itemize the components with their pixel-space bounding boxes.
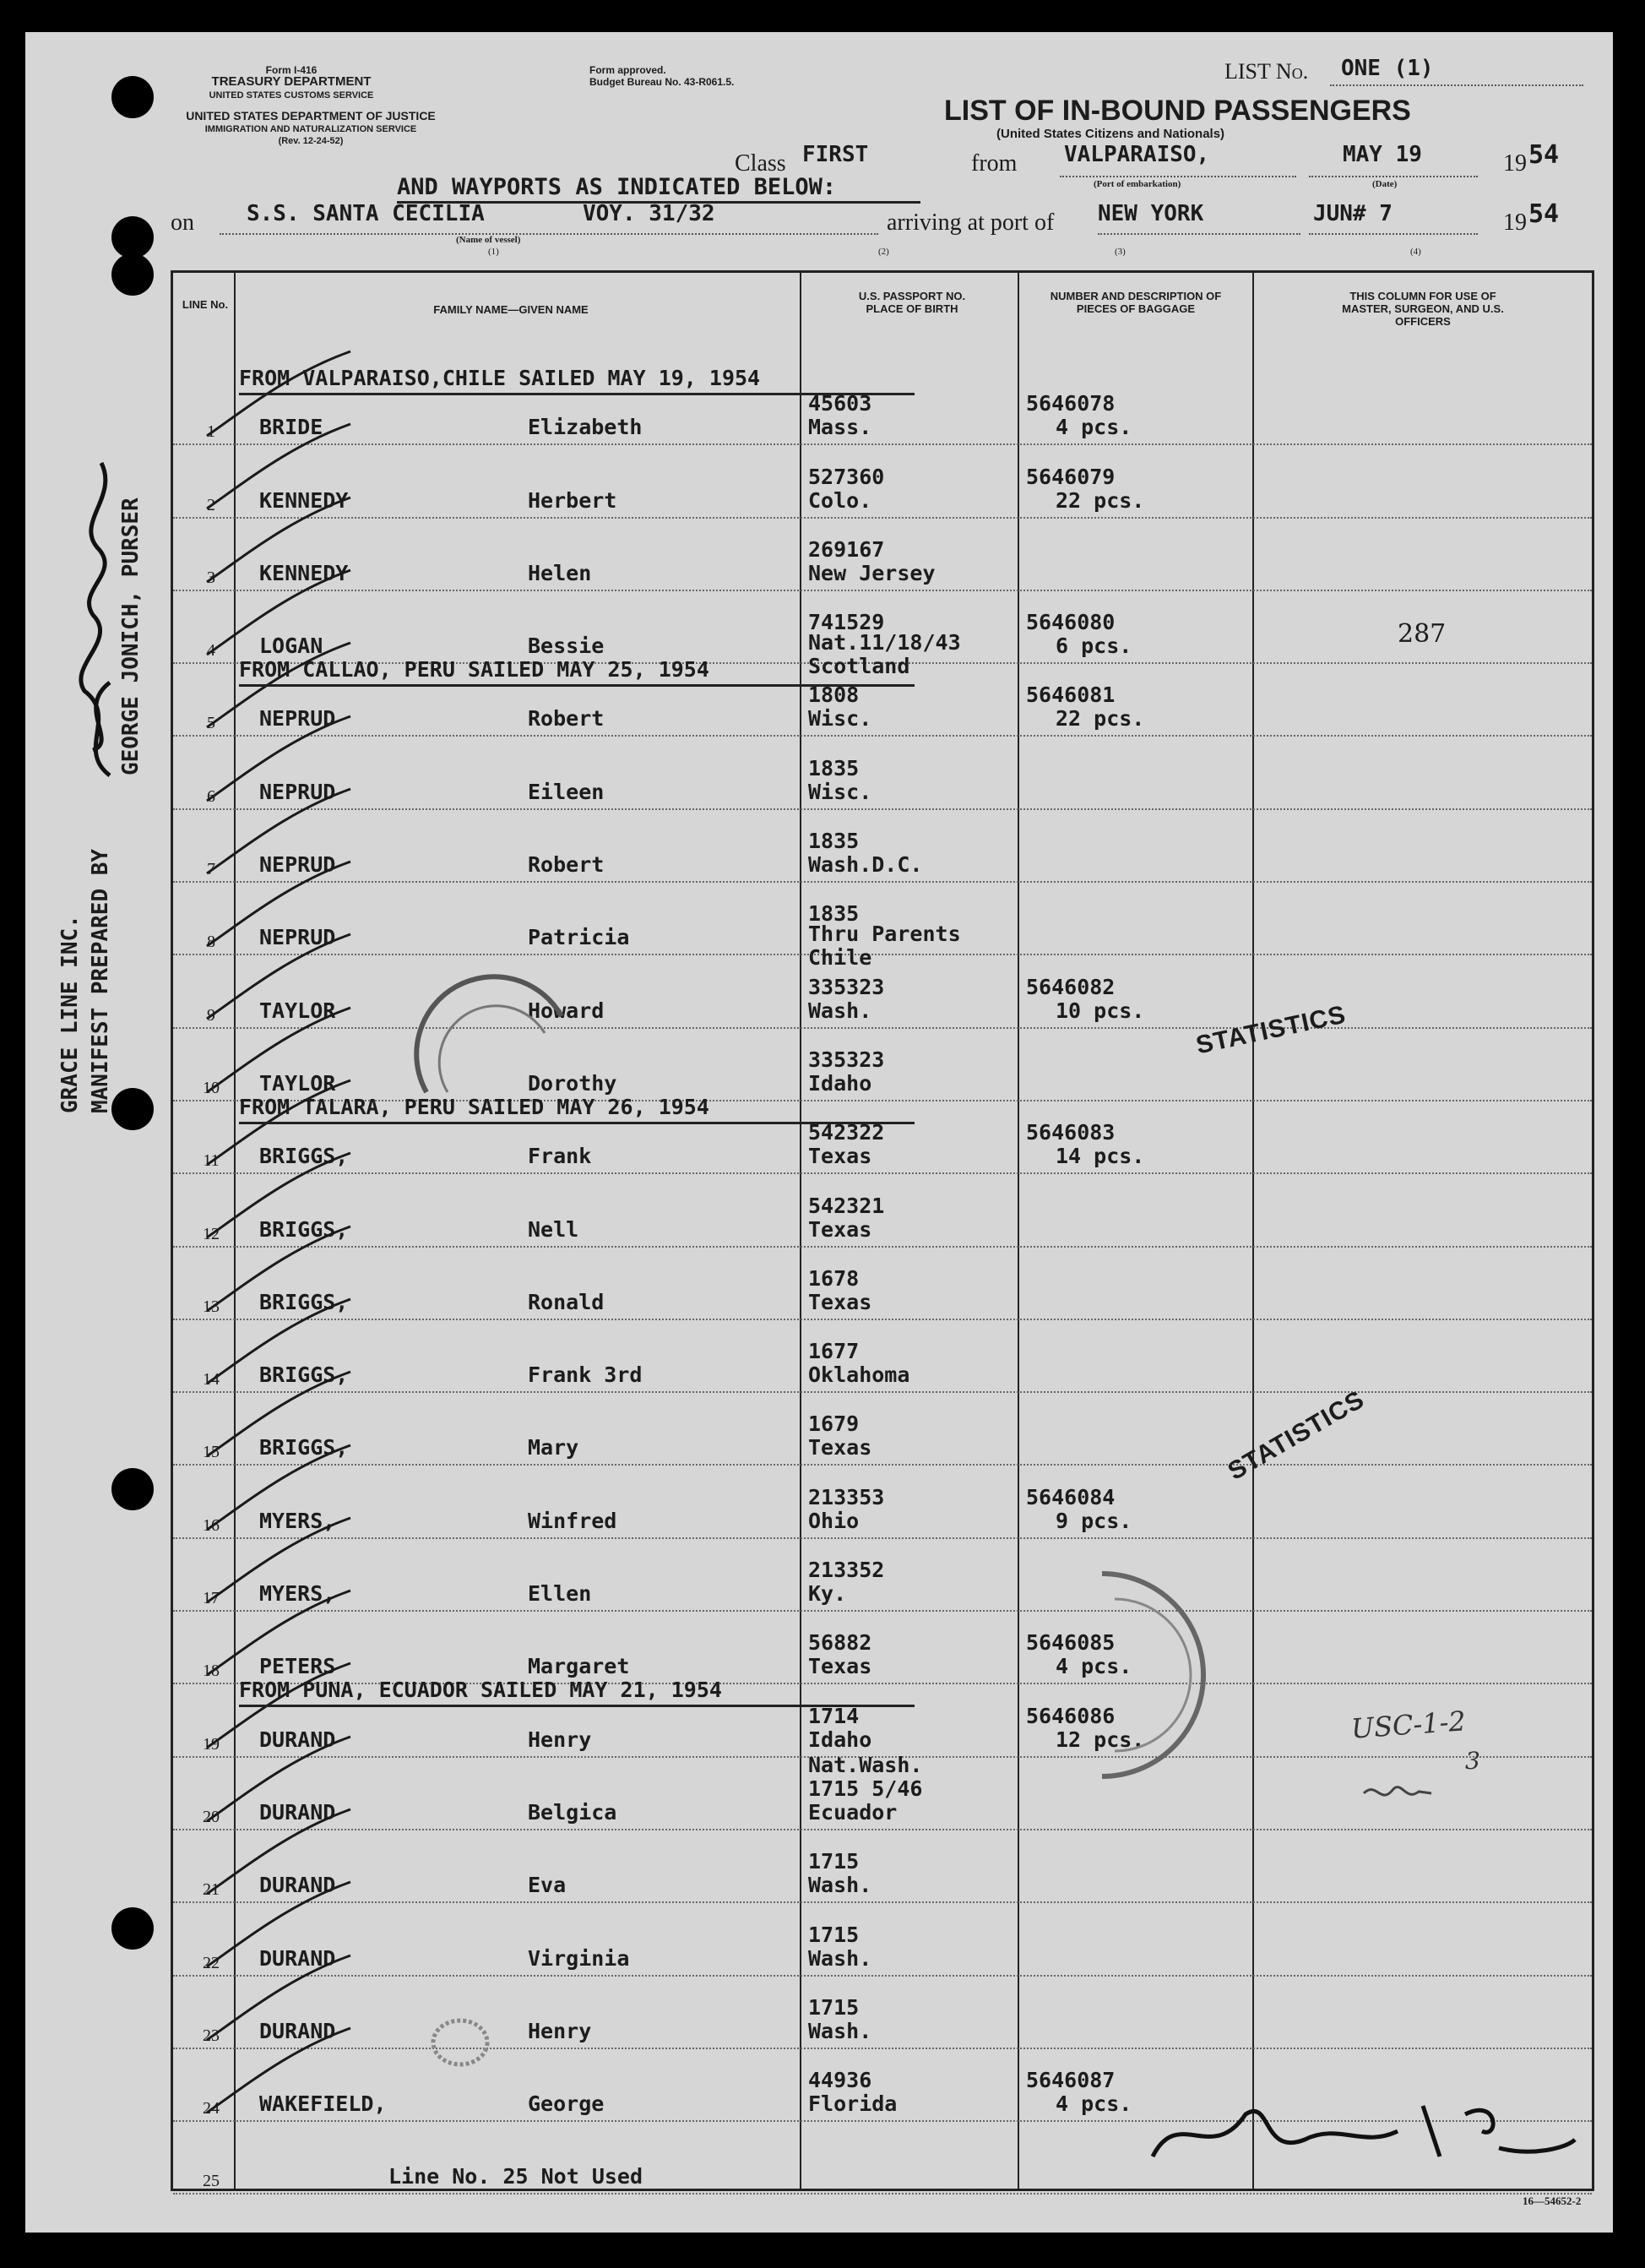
table-row xyxy=(173,1830,1592,1903)
binder-hole xyxy=(111,76,154,118)
vessel-name: S.S. SANTA CECILIA xyxy=(247,201,485,226)
passport-number: 527360 xyxy=(808,464,885,489)
passport-number: 335323 xyxy=(808,974,885,999)
passport-number: 213352 xyxy=(808,1558,885,1583)
family-name: NEPRUD xyxy=(259,706,336,732)
line-number: 13 xyxy=(203,1297,220,1316)
line-number: 6 xyxy=(207,786,215,806)
dept-justice-seal xyxy=(410,965,570,1101)
round-stamp xyxy=(426,2013,494,2072)
binder-hole xyxy=(111,253,154,296)
passenger-table xyxy=(171,270,1594,2191)
line-number: 21 xyxy=(203,1880,220,1900)
section-heading: FROM TALARA, PERU SAILED MAY 26, 1954 xyxy=(239,1095,709,1119)
line-number: 4 xyxy=(207,641,215,661)
passport-number: 542322 xyxy=(808,1120,885,1145)
passport-number: 542321 xyxy=(808,1193,885,1218)
form-code: 16—54652-2 xyxy=(1523,2195,1582,2207)
place-of-birth: Oklahoma xyxy=(808,1362,910,1388)
passport-number: 1677 xyxy=(808,1339,860,1364)
col-header-name: FAMILY NAME—GIVEN NAME xyxy=(433,303,589,316)
line-number: 8 xyxy=(207,933,215,952)
naturalization-note: Thru Parents xyxy=(808,922,961,947)
ins-service: IMMIGRATION AND NATURALIZATION SERVICE xyxy=(204,124,417,134)
line-number: 18 xyxy=(203,1662,220,1681)
budget-bureau: Budget Bureau No. 43-R061.5. xyxy=(589,76,735,88)
place-of-birth: Wash. xyxy=(808,1873,872,1898)
line-number: 5 xyxy=(207,714,215,733)
class-value: FIRST xyxy=(802,142,869,167)
family-name: TAYLOR xyxy=(259,1070,336,1096)
page-subtitle: (United States Citizens and Nationals) xyxy=(996,127,1225,141)
line-number: 15 xyxy=(203,1443,220,1462)
place-of-birth: Ky. xyxy=(808,1581,847,1607)
family-name: DURAND xyxy=(259,1799,336,1825)
baggage-pieces: 12 pcs. xyxy=(1056,1727,1145,1752)
table-row xyxy=(173,1977,1592,2049)
handwritten-usc: USC-1-2 xyxy=(1349,1705,1467,1745)
table-row xyxy=(173,737,1592,810)
table-row xyxy=(173,1320,1592,1393)
family-name: BRIGGS, xyxy=(259,1144,349,1169)
year-prefix-2: 19 xyxy=(1503,209,1527,236)
vessel-caption: (Name of vessel) xyxy=(456,235,521,245)
line-number: 2 xyxy=(207,495,215,514)
family-name: LOGAN xyxy=(259,634,323,659)
section-heading: FROM PUNA, ECUADOR SAILED MAY 21, 1954 xyxy=(239,1678,722,1703)
initials-mark xyxy=(1360,1776,1436,1810)
date-embark: MAY 19 xyxy=(1343,142,1422,167)
table-row xyxy=(173,445,1592,518)
baggage-pieces: 9 pcs. xyxy=(1056,1508,1132,1533)
side-prepared-by: MANIFEST PREPARED BY xyxy=(88,848,113,1113)
table-row xyxy=(173,1539,1592,1612)
purser-signature xyxy=(59,429,135,784)
binder-hole xyxy=(111,1907,154,1950)
family-name: BRIGGS, xyxy=(259,1289,349,1314)
baggage-pieces: 22 pcs. xyxy=(1056,706,1145,732)
given-name: Winfred xyxy=(528,1508,617,1533)
baggage-pieces: 4 pcs. xyxy=(1056,2091,1132,2117)
family-name: NEPRUD xyxy=(259,779,336,804)
given-name: Eva xyxy=(528,1873,567,1898)
form-number: Form I-416 xyxy=(265,64,318,76)
given-name: Frank xyxy=(528,1144,592,1169)
place-of-birth: Idaho xyxy=(808,1070,872,1096)
passport-number: 1715 xyxy=(808,1849,860,1874)
date-arrival: JUN# 7 xyxy=(1313,201,1393,226)
baggage-pieces: 10 pcs. xyxy=(1056,998,1145,1023)
baggage-number: 5646081 xyxy=(1026,683,1116,708)
page-title: LIST OF IN-BOUND PASSENGERS xyxy=(944,95,1411,127)
family-name: BRIGGS, xyxy=(259,1435,349,1460)
col-header-passport: U.S. PASSPORT NO. PLACE OF BIRTH xyxy=(858,290,966,315)
passport-number: 1715 xyxy=(808,1922,860,1947)
place-of-birth: Texas xyxy=(808,1289,872,1314)
place-of-birth: Florida xyxy=(808,2091,898,2117)
given-name: George xyxy=(528,2091,605,2117)
place-of-birth: Texas xyxy=(808,1435,872,1460)
passport-number: 1835 xyxy=(808,901,860,927)
passport-number: 1835 xyxy=(808,755,860,780)
family-name: KENNEDY xyxy=(259,487,349,513)
family-name: WAKEFIELD, xyxy=(259,2091,387,2117)
passport-number: 1714 xyxy=(808,1703,860,1728)
passport-number: 44936 xyxy=(808,2068,872,2093)
given-name: Robert xyxy=(528,852,605,878)
family-name: DURAND xyxy=(259,1727,336,1752)
given-name: Herbert xyxy=(528,487,617,513)
given-name: Mary xyxy=(528,1435,579,1460)
passport-number: 335323 xyxy=(808,1047,885,1072)
table-row xyxy=(173,519,1592,591)
year-arrival: 54 xyxy=(1528,199,1560,229)
table-row xyxy=(173,1466,1592,1539)
family-name: TAYLOR xyxy=(259,998,336,1023)
list-no-label: LIST No. xyxy=(1224,59,1309,84)
treasury-dept: TREASURY DEPARTMENT xyxy=(211,74,372,89)
given-name: Henry xyxy=(528,1727,592,1752)
from-label: from xyxy=(971,150,1018,177)
place-of-birth: Colo. xyxy=(808,487,872,513)
baggage-pieces: 22 pcs. xyxy=(1056,487,1145,513)
place-of-birth: Chile xyxy=(808,945,872,971)
baggage-number: 5646084 xyxy=(1026,1484,1116,1509)
given-name: Dorothy xyxy=(528,1070,617,1096)
passport-number: 1678 xyxy=(808,1265,860,1291)
table-row xyxy=(173,1612,1592,1684)
table-row xyxy=(173,1248,1592,1320)
baggage-number: 5646080 xyxy=(1026,610,1116,635)
baggage-number: 5646078 xyxy=(1026,391,1116,416)
table-row xyxy=(173,1174,1592,1247)
line-number: 22 xyxy=(203,1953,220,1972)
given-name: Belgica xyxy=(528,1799,617,1825)
table-row xyxy=(173,1029,1592,1101)
place-of-birth: New Jersey xyxy=(808,560,936,585)
line-number: 10 xyxy=(203,1078,220,1097)
col-cap-3: (3) xyxy=(1115,247,1126,257)
place-of-birth: Ecuador xyxy=(808,1799,898,1825)
given-name: Elizabeth xyxy=(528,415,643,440)
place-of-birth: Wash. xyxy=(808,1945,872,1971)
form-approved: Form approved. xyxy=(589,64,666,76)
table-row xyxy=(173,883,1592,971)
handwritten-3: 3 xyxy=(1465,1747,1480,1775)
family-name: MYERS, xyxy=(259,1581,336,1607)
family-name: BRIDE xyxy=(259,415,323,440)
given-name: Frank 3rd xyxy=(528,1362,643,1388)
naturalization-note: Nat.Wash. xyxy=(808,1752,923,1777)
revision: (Rev. 12-24-52) xyxy=(278,136,344,146)
baggage-pieces: 6 pcs. xyxy=(1056,634,1132,659)
check-mark xyxy=(198,2024,367,2117)
port-arrival: NEW YORK xyxy=(1098,201,1204,226)
col-cap-4: (4) xyxy=(1410,247,1421,257)
line-number: 24 xyxy=(203,2099,220,2118)
col-header-line: LINE No. xyxy=(182,298,229,311)
manifest-page xyxy=(25,32,1613,2233)
on-label: on xyxy=(171,209,194,236)
baggage-pieces: 14 pcs. xyxy=(1056,1144,1145,1169)
line-number: 12 xyxy=(203,1224,220,1243)
place-of-birth: Texas xyxy=(808,1144,872,1169)
baggage-number: 5646079 xyxy=(1026,464,1116,489)
passport-number: 741529 xyxy=(808,610,885,635)
family-name: MYERS, xyxy=(259,1508,336,1533)
section-heading: FROM VALPARAISO,CHILE SAILED MAY 19, 1954 xyxy=(239,366,761,390)
place-of-birth: Mass. xyxy=(808,415,872,440)
binder-hole xyxy=(111,216,154,258)
place-of-birth: Wash. xyxy=(808,2018,872,2043)
passport-number: 1715 xyxy=(808,1994,860,2020)
officer-note: 287 xyxy=(1398,619,1447,650)
baggage-number: 5646086 xyxy=(1026,1703,1116,1728)
voyage: VOY. 31/32 xyxy=(583,201,715,226)
table-row xyxy=(173,810,1592,883)
passport-number: 269167 xyxy=(808,536,885,562)
place-of-birth: Wash.D.C. xyxy=(808,852,923,878)
binder-hole xyxy=(111,1468,154,1510)
table-row xyxy=(173,1903,1592,1976)
given-name: Nell xyxy=(528,1216,579,1242)
line-number: 7 xyxy=(207,860,215,879)
passport-number: 1679 xyxy=(808,1411,860,1437)
year-embark: 54 xyxy=(1528,140,1560,170)
immigration-seal xyxy=(1068,1565,1220,1785)
passport-number: 45603 xyxy=(808,391,872,416)
baggage-number: 5646087 xyxy=(1026,2068,1116,2093)
family-name: NEPRUD xyxy=(259,925,336,950)
statistics-stamp: STATISTICS xyxy=(1193,1000,1349,1060)
place-of-birth: Wisc. xyxy=(808,779,872,804)
passport-number: 1715 5/46 xyxy=(808,1776,923,1801)
class-label: Class xyxy=(735,150,786,177)
given-name: Helen xyxy=(528,560,592,585)
given-name: Ronald xyxy=(528,1289,605,1314)
col-cap-2: (2) xyxy=(878,247,889,257)
table-row xyxy=(173,1095,1592,1174)
given-name: Virginia xyxy=(528,1945,630,1971)
section-heading: FROM CALLAO, PERU SAILED MAY 25, 1954 xyxy=(239,657,709,683)
place-of-birth: Wash. xyxy=(808,998,872,1023)
place-of-birth: Ohio xyxy=(808,1508,860,1533)
col-header-officers: THIS COLUMN FOR USE OF MASTER, SURGEON, AND U.S. OFFICERS xyxy=(1342,290,1504,328)
line-number: 1 xyxy=(207,422,215,442)
given-name: Henry xyxy=(528,2018,592,2043)
baggage-pieces: 4 pcs. xyxy=(1056,1654,1132,1679)
line-number: 19 xyxy=(203,1734,220,1754)
given-name: Ellen xyxy=(528,1581,592,1607)
binder-hole xyxy=(111,1088,154,1130)
family-name: BRIGGS, xyxy=(259,1362,349,1388)
given-name: Eileen xyxy=(528,779,605,804)
line-number: 14 xyxy=(203,1370,220,1390)
side-company: GRACE LINE INC. xyxy=(57,915,83,1113)
year-prefix-1: 19 xyxy=(1503,150,1527,177)
family-name: DURAND xyxy=(259,2018,336,2043)
col-cap-1: (1) xyxy=(488,247,499,257)
line-number: 20 xyxy=(203,1807,220,1826)
table-row xyxy=(173,366,1592,445)
wayports-note: AND WAYPORTS AS INDICATED BELOW: xyxy=(397,174,837,200)
officer-signature xyxy=(1144,2089,1583,2173)
passport-number: 1835 xyxy=(808,829,860,854)
arriving-label: arriving at port of xyxy=(887,209,1055,236)
family-name: DURAND xyxy=(259,1873,336,1898)
line-number: 3 xyxy=(207,568,215,587)
passport-number: 56882 xyxy=(808,1630,872,1656)
dept-justice: UNITED STATES DEPARTMENT OF JUSTICE xyxy=(186,109,436,122)
given-name: Howard xyxy=(528,998,605,1023)
port-embarkation: VALPARAISO, xyxy=(1064,142,1210,167)
baggage-number: 5646085 xyxy=(1026,1630,1116,1656)
line-number: 17 xyxy=(203,1589,220,1608)
family-name: BRIGGS, xyxy=(259,1216,349,1242)
baggage-number: 5646083 xyxy=(1026,1120,1116,1145)
place-of-birth: Idaho xyxy=(808,1727,872,1752)
line-number: 23 xyxy=(203,2026,220,2045)
place-of-birth: Scotland xyxy=(808,654,910,679)
not-used-note: Line No. 25 Not Used xyxy=(388,2164,643,2189)
table-row xyxy=(173,1393,1592,1466)
family-name: NEPRUD xyxy=(259,852,336,878)
baggage-number: 5646082 xyxy=(1026,974,1116,999)
col-header-baggage: NUMBER AND DESCRIPTION OF PIECES OF BAGGAGE xyxy=(1050,290,1222,315)
list-no-value: ONE (1) xyxy=(1341,56,1434,81)
line-number: 9 xyxy=(207,1005,215,1025)
line-number: 11 xyxy=(203,1151,220,1171)
port-embark-caption: (Port of embarkation) xyxy=(1094,179,1181,189)
naturalization-note: Nat.11/18/43 xyxy=(808,630,961,655)
customs-service: UNITED STATES CUSTOMS SERVICE xyxy=(209,90,374,101)
side-purser: GEORGE JONICH, PURSER xyxy=(118,498,144,775)
family-name: PETERS xyxy=(259,1654,336,1679)
given-name: Robert xyxy=(528,706,605,732)
passport-number: 213353 xyxy=(808,1484,885,1509)
table-row xyxy=(173,955,1592,1028)
baggage-pieces: 4 pcs. xyxy=(1056,415,1132,440)
line-number: 25 xyxy=(203,2172,220,2191)
given-name: Margaret xyxy=(528,1654,630,1679)
place-of-birth: Wisc. xyxy=(808,706,872,732)
given-name: Patricia xyxy=(528,925,630,950)
statistics-stamp: STATISTICS xyxy=(1223,1385,1370,1486)
place-of-birth: Texas xyxy=(808,1216,872,1242)
passport-number: 1808 xyxy=(808,683,860,708)
table-row xyxy=(173,657,1592,737)
line-number: 16 xyxy=(203,1515,220,1535)
family-name: DURAND xyxy=(259,1945,336,1971)
family-name: KENNEDY xyxy=(259,560,349,585)
date-caption: (Date) xyxy=(1372,179,1398,189)
place-of-birth: Texas xyxy=(808,1654,872,1679)
given-name: Bessie xyxy=(528,634,605,659)
